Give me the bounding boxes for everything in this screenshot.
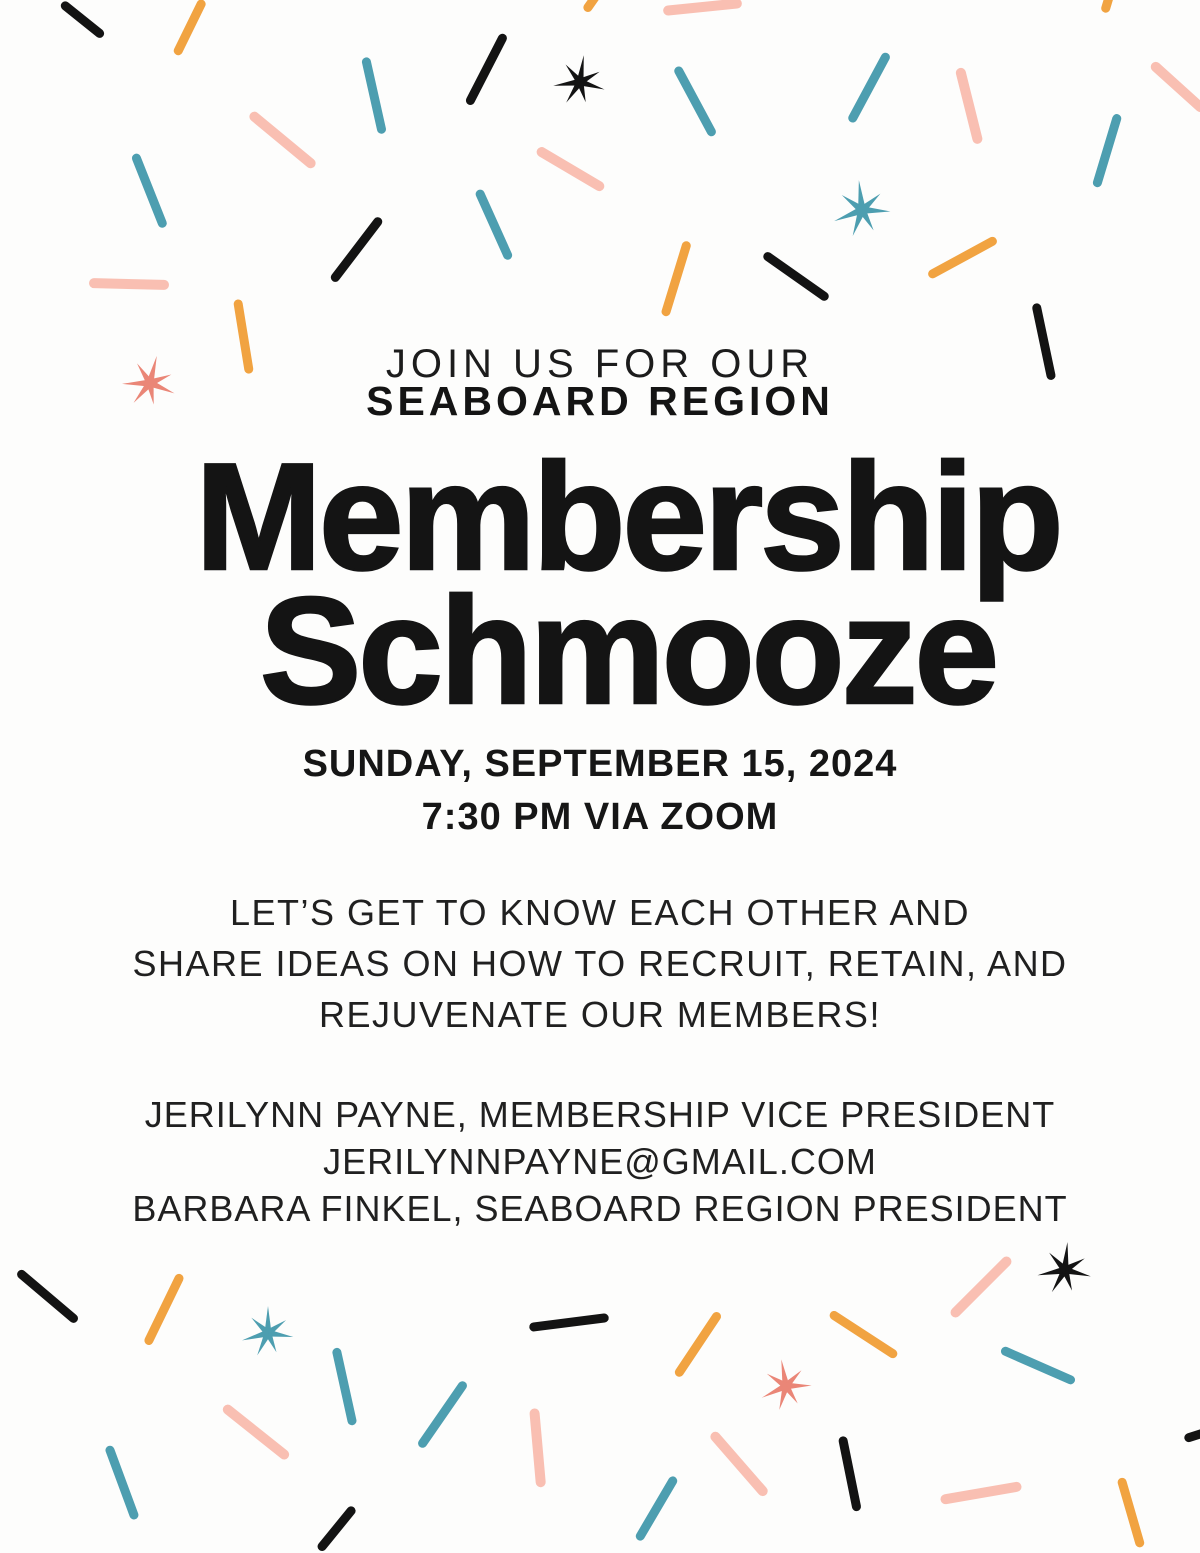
- confetti-line: [416, 1379, 468, 1449]
- confetti-line: [673, 65, 718, 138]
- confetti-line: [847, 51, 892, 124]
- confetti-line: [948, 1254, 1013, 1319]
- confetti-line: [248, 109, 318, 170]
- contact-email: JERILYNNPAYNE@GMAIL.COM: [323, 1141, 877, 1182]
- confetti-star-icon: [1035, 1240, 1096, 1301]
- confetti-line: [104, 1444, 139, 1520]
- confetti-line: [361, 56, 387, 134]
- confetti-line: [581, 0, 600, 14]
- confetti-line: [828, 1309, 899, 1360]
- confetti-line: [1100, 0, 1115, 13]
- event-time: 7:30 PM VIA ZOOM: [421, 796, 779, 838]
- confetti-line: [662, 0, 742, 16]
- confetti-line: [172, 0, 207, 57]
- contact-president: BARBARA FINKEL, SEABOARD REGION PRESIDENT: [132, 1188, 1068, 1229]
- confetti-line: [143, 1272, 185, 1346]
- title-line-1: Membership: [195, 432, 1061, 602]
- confetti-line: [89, 278, 169, 290]
- confetti-line: [673, 1311, 722, 1379]
- confetti-line: [940, 1481, 1023, 1505]
- confetti-line: [315, 1504, 357, 1553]
- confetti-line: [955, 67, 984, 145]
- confetti-line: [634, 1475, 679, 1543]
- confetti-star-icon: [550, 52, 611, 113]
- confetti-star-icon: [755, 1355, 818, 1418]
- confetti-line: [708, 1430, 770, 1499]
- confetti-line: [838, 1435, 862, 1511]
- confetti-line: [927, 235, 999, 280]
- confetti-star-icon: [829, 177, 895, 243]
- confetti-line: [761, 250, 830, 302]
- confetti-line: [15, 1268, 80, 1325]
- confetti-line: [534, 145, 605, 193]
- confetti-line: [1092, 113, 1123, 189]
- confetti-line: [332, 1347, 358, 1426]
- body-line-1: LET’S GET TO KNOW EACH OTHER AND: [229, 892, 971, 933]
- kicker-line-2: SEABOARD REGION: [366, 378, 834, 424]
- confetti-line: [661, 240, 693, 318]
- confetti-line: [1149, 59, 1200, 113]
- confetti-line: [464, 32, 508, 106]
- contact-vp: JERILYNN PAYNE, MEMBERSHIP VICE PRESIDENT: [144, 1094, 1056, 1135]
- body-line-3: REJUVENATE OUR MEMBERS!: [319, 994, 881, 1035]
- confetti-line: [1117, 1477, 1146, 1548]
- title-line-2: Schmooze: [259, 566, 997, 736]
- confetti-line: [59, 0, 106, 40]
- confetti-line: [528, 1313, 608, 1332]
- confetti-line: [329, 215, 384, 283]
- kicker-line-1: JOIN US FOR OUR: [385, 342, 815, 386]
- confetti-star-icon: [241, 1306, 295, 1360]
- confetti-line: [131, 152, 168, 228]
- event-date: SUNDAY, SEPTEMBER 15, 2024: [302, 743, 898, 785]
- confetti-line: [529, 1408, 546, 1488]
- confetti-line: [1184, 1428, 1200, 1444]
- confetti-line: [221, 1402, 291, 1461]
- confetti-line: [999, 1345, 1076, 1385]
- confetti-line: [474, 188, 513, 261]
- body-line-2: SHARE IDEAS ON HOW TO RECRUIT, RETAIN, AND: [132, 943, 1068, 984]
